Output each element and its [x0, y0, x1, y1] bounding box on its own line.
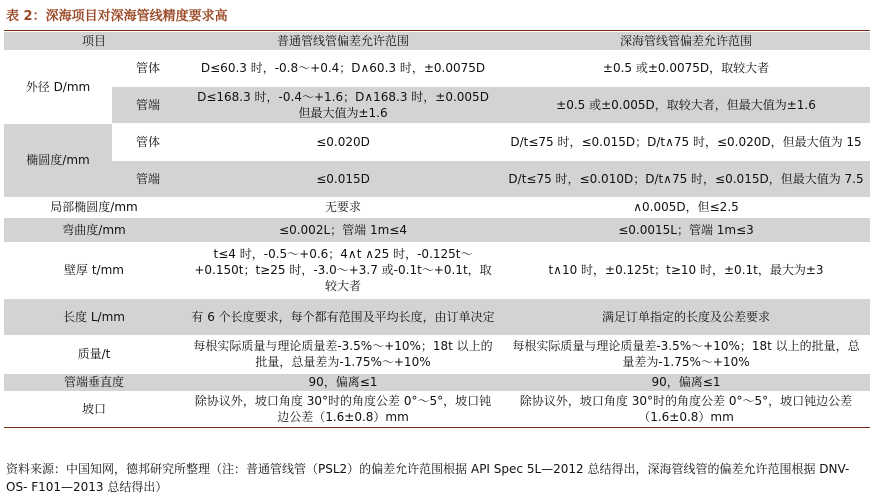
ovality-label: 椭圆度/mm: [4, 123, 112, 197]
table-row: [4, 86, 870, 123]
tolerance-table: [4, 32, 870, 428]
table-row: [4, 50, 870, 86]
top-rule: [4, 30, 870, 31]
ovality-end-deep: D/t≤75 时，≤0.010D；D/t∧75 时，≤0.015D，但最大值为 7.5: [502, 160, 870, 197]
od-label: 外径 D/mm: [4, 50, 112, 123]
bend-label: 弯曲度/mm: [4, 217, 184, 242]
ovality-end-normal: ≤0.015D: [184, 160, 502, 197]
od-body-normal: D≤60.3 时，-0.8～+0.4；D∧60.3 时，±0.0075D: [184, 50, 502, 86]
length-normal: 有 6 个长度要求，每个都有范围及平均长度，由订单决定: [184, 298, 502, 335]
local-ovality-normal: 无要求: [184, 197, 502, 217]
table-row: [4, 197, 870, 217]
source-note: 资料来源：中国知网，德邦研究所整理（注：普通管线管（PSL2）的偏差允许范围根据 API Spec 5L—2012 总结得出，深海管线管的偏差允许范围根据 DNV-OS- F101—2013 总结得出）: [6, 462, 850, 494]
table-row: [4, 160, 870, 197]
bend-deep: ≤0.0015L；管端 1m≤3: [502, 217, 870, 242]
ovality-body-deep: D/t≤75 时，≤0.015D；D/t∧75 时，≤0.020D，但最大值为 15: [502, 123, 870, 160]
od-end-sub: 管端: [112, 86, 184, 123]
local-ovality-deep: ∧0.005D，但≤2.5: [502, 197, 870, 217]
ovality-end-sub: 管端: [112, 160, 184, 197]
table-row: [4, 391, 870, 427]
wall-normal: t≤4 时，-0.5～+0.6；4∧t ∧25 时，-0.125t～+0.150t；t≥25 时，-3.0～+3.7 或-0.1t～+0.1t，取较大者: [184, 242, 502, 298]
table-row: [4, 335, 870, 373]
wall-label: 壁厚 t/mm: [4, 242, 184, 298]
bevel-normal: 除协议外，坡口角度 30°时的角度公差 0°～5°，坡口钝边公差（1.6±0.8）mm: [184, 391, 502, 427]
table-row: [4, 242, 870, 298]
header-normal: 普通管线管偏差允许范围: [184, 32, 502, 50]
header-item: 项目: [4, 32, 184, 50]
bevel-label: 坡口: [4, 391, 184, 427]
mass-deep: 每根实际质量与理论质量差-3.5%～+10%；18t 以上的批量，总量差为-1.75%～+10%: [502, 335, 870, 373]
od-body-sub: 管体: [112, 50, 184, 86]
table-row: [4, 373, 870, 391]
length-deep: 满足订单指定的长度及公差要求: [502, 298, 870, 335]
squareness-deep: 90，偏离≤1: [502, 373, 870, 391]
wall-deep: t∧10 时，±0.125t；t≥10 时，±0.1t，最大为±3: [502, 242, 870, 298]
bevel-deep: 除协议外，坡口角度 30°时的角度公差 0°～5°，坡口钝边公差（1.6±0.8）mm: [502, 391, 870, 427]
ovality-body-sub: 管体: [112, 123, 184, 160]
od-body-deep: ±0.5 或±0.0075D，取较大者: [502, 50, 870, 86]
bend-normal: ≤0.002L；管端 1m≤4: [184, 217, 502, 242]
squareness-label: 管端垂直度: [4, 373, 184, 391]
table-row: [4, 298, 870, 335]
mass-label: 质量/t: [4, 335, 184, 373]
mass-normal: 每根实际质量与理论质量差-3.5%～+10%；18t 以上的批量，总量差为-1.75%～+10%: [184, 335, 502, 373]
table-caption: 表 2：深海项目对深海管线精度要求高: [6, 9, 228, 24]
od-end-deep: ±0.5 或±0.005D，取较大者，但最大值为±1.6: [502, 86, 870, 123]
table-header-row: [4, 32, 870, 50]
table-row: [4, 123, 870, 160]
header-deep: 深海管线管偏差允许范围: [502, 32, 870, 50]
ovality-body-normal: ≤0.020D: [184, 123, 502, 160]
length-label: 长度 L/mm: [4, 298, 184, 335]
local-ovality-label: 局部椭圆度/mm: [4, 197, 184, 217]
od-end-normal: D≤168.3 时，-0.4～+1.6；D∧168.3 时，±0.005D 但最大值为±1.6: [184, 86, 502, 123]
table-row: [4, 217, 870, 242]
squareness-normal: 90，偏离≤1: [184, 373, 502, 391]
